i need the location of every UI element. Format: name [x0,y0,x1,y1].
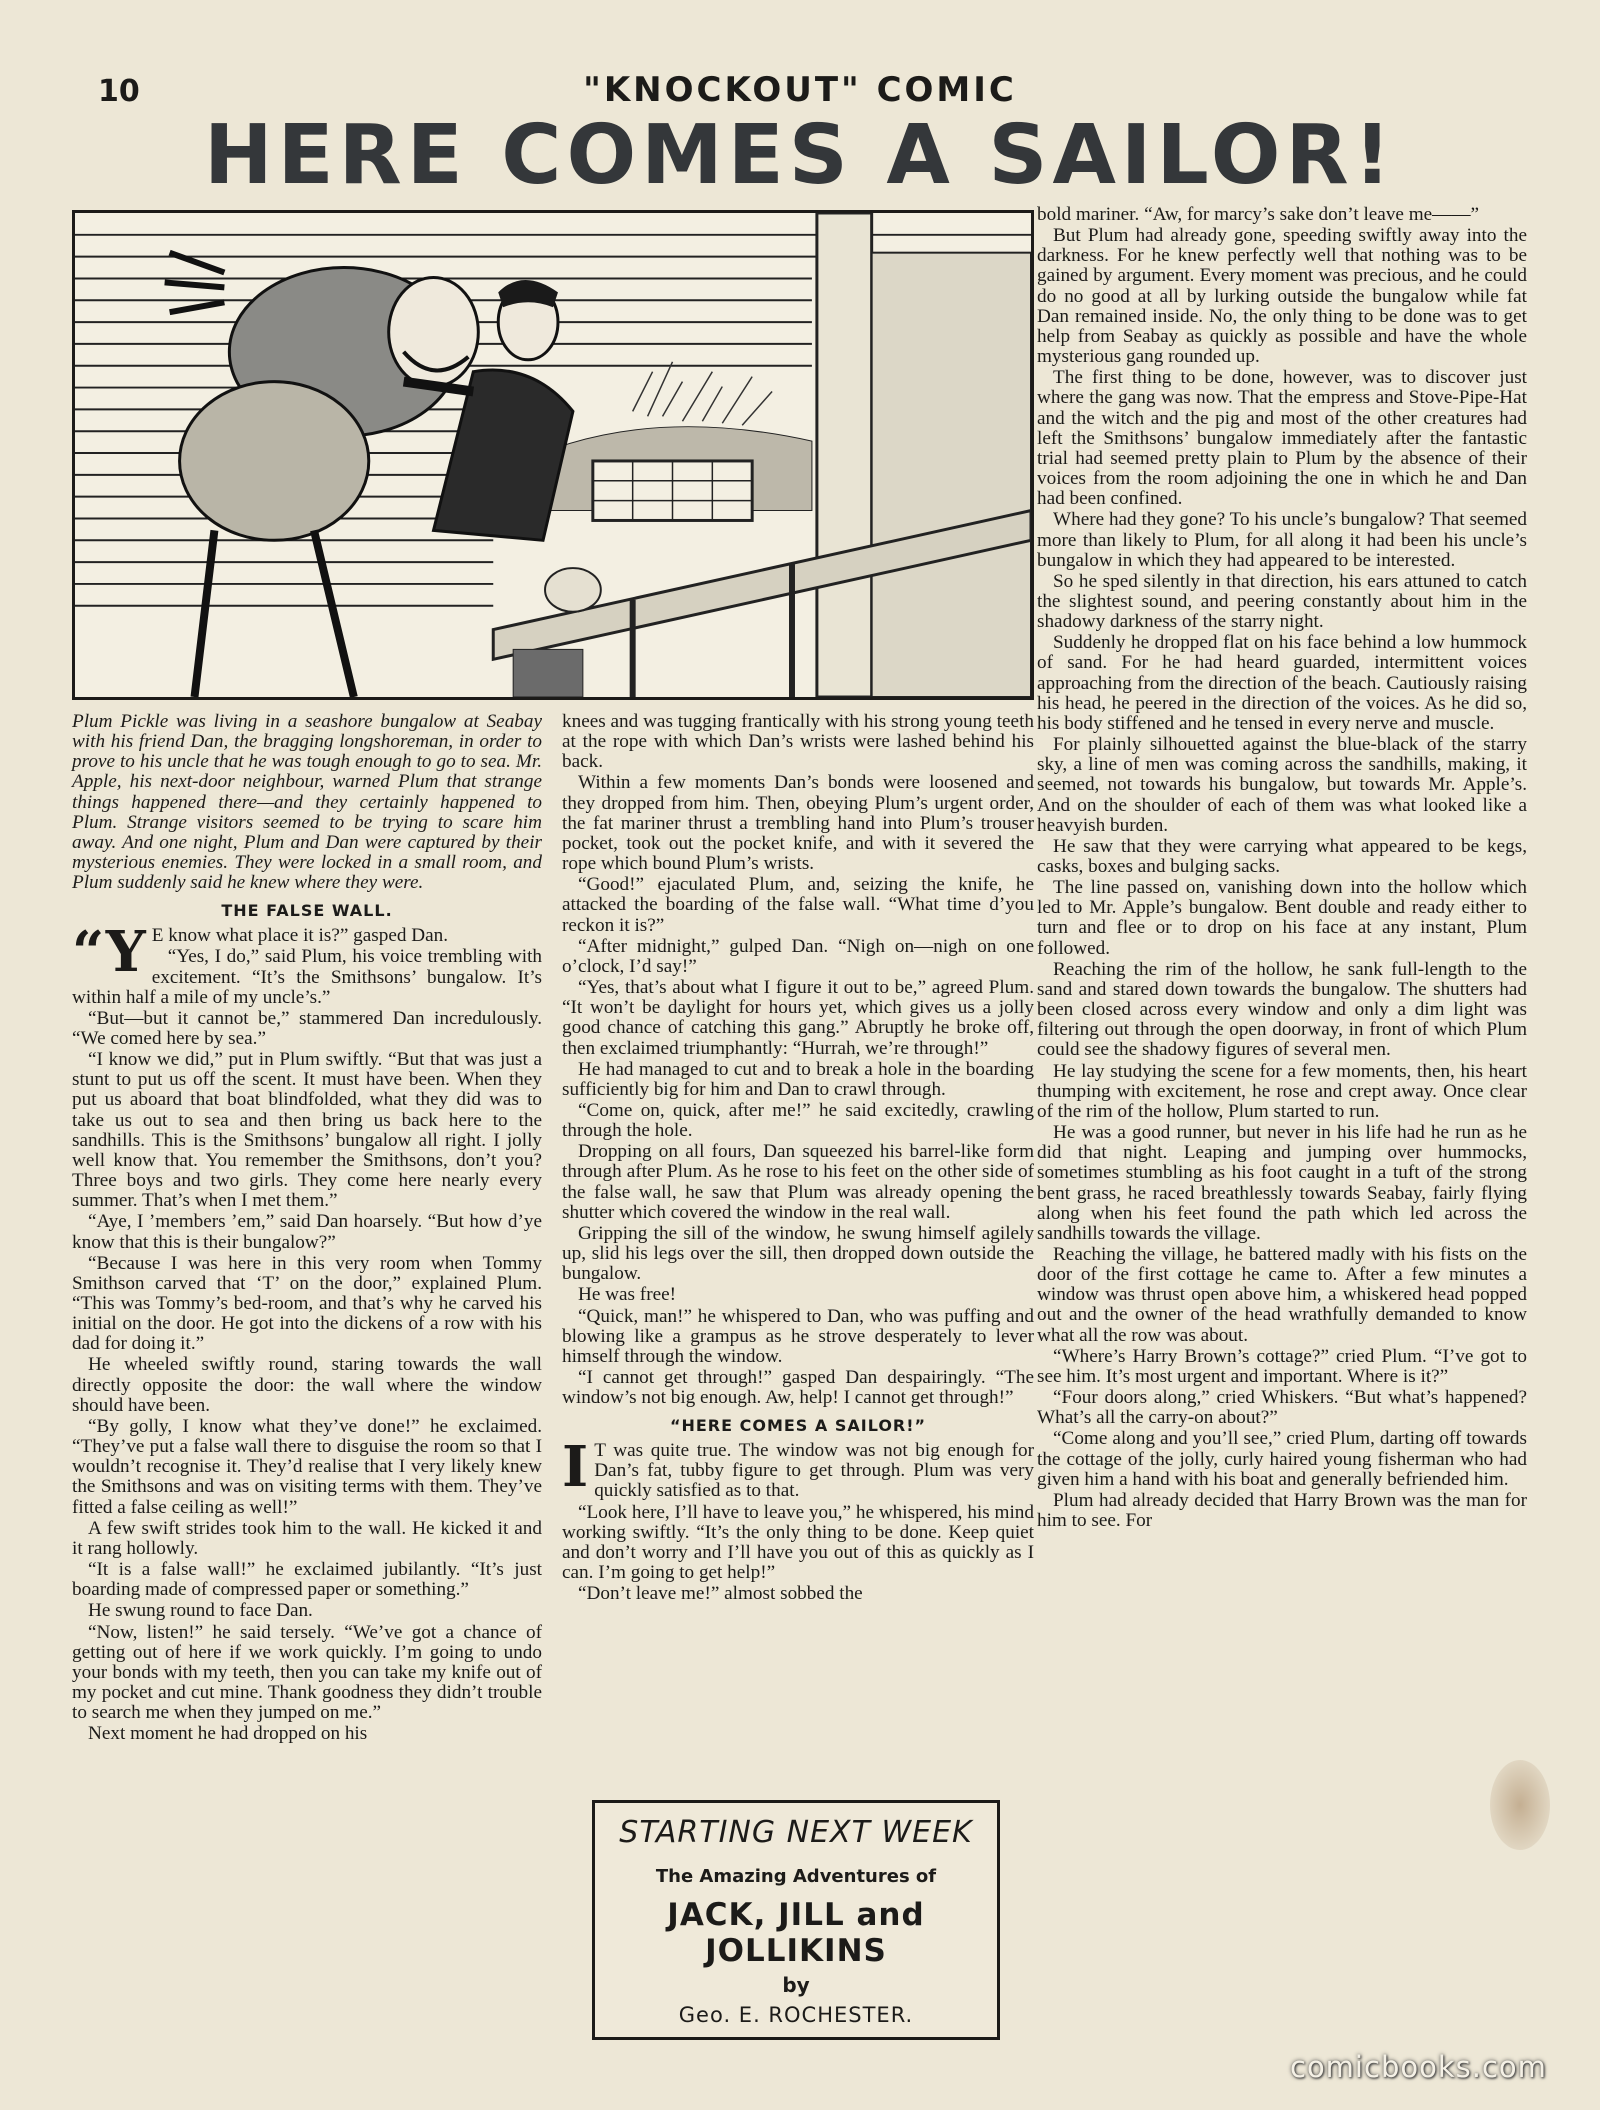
story-paragraph: “But—but it cannot be,” stammered Dan incredulously. “We comed here by sea.” [72,1007,542,1049]
advert-title: JACK, JILL and JOLLIKINS [667,1897,925,1969]
story-paragraph: Plum had already decided that Harry Brown was the man for him to see. For [1037,1489,1527,1531]
story-paragraph: He saw that they were carrying what appeared to be kegs, casks, boxes and bulging sacks. [1037,835,1527,877]
story-paragraph: Gripping the sill of the window, he swung himself agilely up, slid his legs over the sill, then dropped down outside the bungalow. [562,1222,1034,1285]
column-1 [72,712,542,1745]
story-paragraph: He wheeled swiftly round, staring towards the wall directly opposite the door: the wall where the window should have been. [72,1354,542,1416]
story-paragraph: “By golly, I know what they’ve done!” he exclaimed. “They’ve put a false wall there to disguise the room so that I wouldn’t recognise it. They’d realise that I very likely knew the Smithsons and was on visiting terms with them. They’ve fitted a false ceiling as well!” [72,1415,542,1518]
story-paragraph: “After midnight,” gulped Dan. “Nigh on—nigh on one o’clock, I’d say!” [562,935,1034,977]
advert-headline: STARTING NEXT WEEK [619,1815,973,1850]
headline: HERE COMES A SAILOR! [203,108,1397,203]
story-paragraph: “Come on, quick, after me!” he said excitedly, crawling through the hole. [562,1099,1034,1142]
story-paragraph: “Aye, I ’members ’em,” said Dan hoarsely. “But how d’ye know that this is their bungalow?” [72,1211,542,1253]
story-paragraph: “Quick, man!” he whispered to Dan, who was puffing and blowing like a grampus as he strove desperately to lever himself through the window. [562,1305,1034,1367]
story-paragraph: He was free! [578,1284,677,1306]
advert-by: by [782,1973,810,1997]
advert-subtitle: The Amazing Adventures of [655,1866,937,1887]
story-paragraph: Reaching the village, he battered madly with his fists on the door of the first cottage he came to. After a few minutes a window was thrust open above him, a whiskered head popped out and the owner of the head wrathfully demanded to know what all the row was about. [1037,1243,1527,1346]
story-paragraph: He was a good runner, but never in his life had he run as he did that night. Leaping and jumping over hummocks, sometimes stumbling as his foot caught in a tuft of the strong bent grass, he raced breathlessly towards Seabay, fairly flying along when his feet found the path which led across the sandhills towards the village. [1037,1122,1527,1244]
subhead-here-comes-a-sailor: “HERE COMES A SAILOR!” [669,1416,927,1436]
story-paragraph: Suddenly he dropped flat on his face behind a low hummock of sand. For he had heard guarded, intermittent voices approaching from the direction of the beach. Cautiously raising his head, he peered in the direction of the voices. As he did so, his body stiffened and he tensed in every nerve and muscle. [1037,632,1527,734]
story-paragraph: The first thing to be done, however, was to discover just where the gang was now. That the empress and Stove-Pipe-Hat and the witch and the pig and most of the other creatures had left the Smithsons’ bungalow immediately after the fantastic trial had seemed pretty plain to Plum by the absence of their voices from the room adjoining the one in which he and Dan had been confined. [1037,367,1527,510]
story-paragraph: Reaching the rim of the hollow, he sank full-length to the sand and stared down towards the bungalow. The shutters had been closed across every window and only a dim light was filtering out through the open doorway, in front of which Plum could see the shadowy figures of several men. [1037,958,1527,1061]
illustration-drawing [75,213,1031,697]
story-paragraph: “It is a false wall!” he exclaimed jubilantly. “It’s just boarding made of compressed paper or something.” [72,1559,542,1601]
story-paragraph: “Where’s Harry Brown’s cottage?” cried Plum. “I’ve got to see him. It’s most urgent and important. Where is it?” [1037,1345,1527,1387]
story-paragraph: I T was quite true. The window was not big enough for Dan’s fat, tubby figure to get through. Plum was very quickly satisfied as to that. [562,1434,1034,1502]
story-paragraph: “I know we did,” put in Plum swiftly. “But that was just a stunt to put us off the scent. It must have been. When they put us aboard that boat blindfolded, what they did was to take us out to sea and then bring us back here to the sandhills. This is the Smithsons’ bungalow all right. I jolly well know that. You remember the Smithsons, don’t you? Three boys and two girls. They come here nearly every summer. That’s when I met them.” [72,1049,542,1212]
story-paragraph: He swung round to face Dan. [88,1600,313,1622]
story-paragraph: So he sped silently in that direction, his ears attuned to catch the slightest sound, and peering constantly about him in the shadowy darkness of the starry night. [1037,570,1527,633]
story-paragraph: “Good!” ejaculated Plum, and, seizing the knife, he attacked the boarding of the false wall. “What time d’you reckon it is?” [562,874,1034,936]
story-paragraph: But Plum had already gone, speeding swiftly away into the darkness. For he knew perfectly well that nothing was to be gained by argument. Every moment was precious, and he could do no good at all by lurking outside the bungalow while fat Dan remained inside. No, the only thing to be done was to get help from Seabay as quickly as possible and have the whole mysterious gang rounded up. [1037,225,1527,368]
story-paragraph: “I cannot get through!” gasped Dan despairingly. “The window’s not big enough. Aw, help! I cannot get through!” [562,1367,1034,1409]
story-paragraph: knees and was tugging frantically with his strong young teeth at the rope with which Dan’s wrists were lashed behind his back. [562,711,1034,773]
column-2 [562,712,1034,1605]
masthead: "KNOCKOUT" COMIC [583,70,1017,110]
story-paragraph: A few swift strides took him to the wall. He kicked it and it rang hollowly. [72,1517,542,1559]
story-paragraph: “Yes, that’s about what I figure it out to be,” agreed Plum. “It won’t be daylight for hours yet, which gives us a jolly good chance of catching this gang.” Abruptly he broke off, then exclaimed triumphantly: “Hurrah, we’re through!” [562,977,1034,1059]
story-paragraph: Where had they gone? To his uncle’s bungalow? That seemed more than likely to Plum, for all along it had been his uncle’s bungalow in which they had appeared to be interested. [1037,509,1527,571]
illustration-sailor-scene-icon [72,210,1034,700]
advert-author: Geo. E. ROCHESTER. [678,2003,914,2027]
story-paragraph: He had managed to cut and to break a hole in the boarding sufficiently big for him and Dan to crawl through. [562,1058,1034,1100]
story-paragraph: “Four doors along,” cried Whiskers. “But what’s happened? What’s all the carry-on about?” [1037,1387,1527,1429]
story-paragraph: “Look here, I’ll have to leave you,” he whispered, his mind working swiftly. “It’s the only thing to be done. Keep quiet and don’t worry and I’ll have you out of this as quickly as I can. I’m going to get help!” [562,1501,1034,1584]
drop-cap: “Y [72,919,146,986]
page-number: 10 [98,74,140,109]
story-paragraph: For plainly silhouetted against the blue-black of the starry sky, a line of men was coming across the sandhills, making, it seemed, not towards his bungalow, but towards Mr. Apple’s. And on the shoulder of each of them was what looked like a heavyish burden. [1037,734,1527,836]
story-paragraph: bold mariner. “Aw, for marcy’s sake don’t leave me——” [1037,204,1480,225]
watermark: comicbooks.com [1290,2050,1547,2084]
story-paragraph: Next moment he had dropped on his [88,1723,368,1745]
story-paragraph: “Come along and you’ll see,” cried Plum, darting off towards the cottage of the jolly, curly haired young fisherman who had given him a hand with his boat and generally befriended him. [1037,1428,1527,1490]
story-paragraph: “Don’t leave me!” almost sobbed the [578,1583,863,1605]
paper-stain [1490,1760,1550,1850]
story-paragraph: “Yes, I do,” said Plum, his voice trembling with excitement. “It’s the Smithsons’ bungalow. It’s within half a mile of my uncle’s.” [72,946,542,1008]
story-paragraph: He lay studying the scene for a few moments, then, his heart thumping with excitement, he rose and crept away. Once clear of the rim of the hollow, Plum started to run. [1037,1060,1527,1122]
story-paragraph: “Now, listen!” he said tersely. “We’ve got a chance of getting out of here if we work quickly. I’m going to undo your bonds with my teeth, then you can take my knife out of my pocket and cut mine. Thank goodness they didn’t trouble to search me when they jumped on me.” [72,1621,542,1724]
next-week-advert [592,1800,1000,2040]
column-3 [1037,205,1527,1532]
subhead-false-wall: THE FALSE WALL. [221,901,393,921]
story-paragraph: “Y E know what place it is?” gasped Dan. [72,919,448,986]
story-paragraph: Within a few moments Dan’s bonds were loosened and they dropped from him. Then, obeying Plum’s urgent order, the fat mariner thrust a trembling hand into Plum’s trouser pocket, took out the pocket knife, and with it severed the rope which bound Plum’s wrists. [562,772,1034,875]
story-paragraph: “Because I was here in this very room when Tommy Smithson carved that ‘T’ on the door,” explained Plum. “This was Tommy’s bed-room, and that’s why he carved his initial on the door. He got into the dickens of a row with his dad for doing it.” [72,1252,542,1355]
story-intro: Plum Pickle was living in a seashore bungalow at Seabay with his friend Dan, the bragging longshoreman, in order to prove to his uncle that he was tough enough to go to sea. Mr. Apple, his next-door neighbour, warned Plum that strange things happened there—and they certainly happened to Plum. Strange visitors seemed to be trying to scare him away. And one night, Plum and Dan were captured by their mysterious enemies. They were locked in a small room, and Plum suddenly said he knew where they were. [72,711,542,894]
story-paragraph: Dropping on all fours, Dan squeezed his barrel-like form through after Plum. As he rose to his feet on the other side of the false wall, he saw that Plum was already opening the shutter which covered the window in the real wall. [562,1141,1034,1223]
drop-cap: I [562,1434,589,1501]
story-paragraph: The line passed on, vanishing down into the hollow which led to Mr. Apple’s bungalow. Bent double and ready either to turn and flee or to drop on his face at any instant, Plum followed. [1037,877,1527,959]
